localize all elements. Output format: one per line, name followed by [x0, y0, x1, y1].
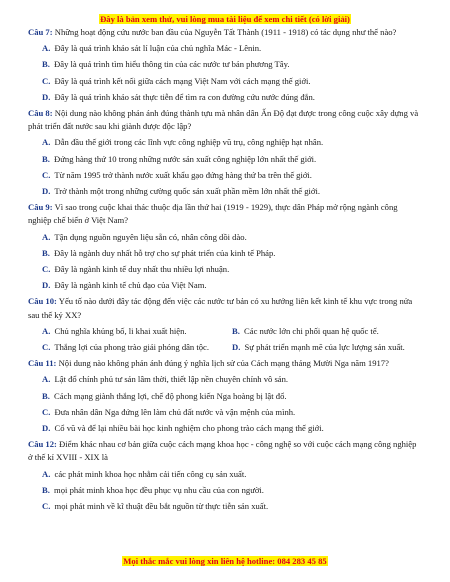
option-letter: D. [42, 423, 51, 434]
option-letter: B. [42, 390, 50, 401]
option-letter: A. [42, 137, 51, 148]
option-letter: C. [42, 406, 51, 417]
option-text: Trở thành một trong những cường quốc sản xuất phần mềm lớn nhất thế giới. [54, 186, 320, 197]
option-letter: B. [42, 247, 50, 258]
answer-option [42, 279, 422, 292]
answer-option [42, 247, 422, 260]
option-text: Đứng hàng thứ 10 trong những nước sản xuất công nghiệp lớn nhất thế giới. [54, 153, 317, 164]
question [28, 107, 422, 133]
question-text: Những hoạt động cứu nước ban đầu của Nguyễn Tất Thành (1911 - 1918) có tác dụng như thế nào? [54, 27, 397, 37]
option-text: Đây là ngành duy nhất hỗ trợ cho sự phát triển của kinh tế Pháp. [54, 247, 276, 258]
question-text: Vì sao trong cuộc khai thác thuộc địa lần thứ hai (1919 - 1929), thực dân Pháp mở rộng ngành công nghiệp chế biến ở Việt Nam? [28, 202, 398, 226]
answer-option [42, 58, 422, 71]
hotline-footer [0, 556, 450, 566]
option-letter: B. [42, 59, 50, 70]
question-text: Điểm khác nhau cơ bản giữa cuộc cách mạng khoa học - công nghệ so với cuộc cách mạng công nghiệp ở thế kỉ XVIII - XIX là [28, 439, 417, 463]
question-text: Nội dung nào không phản ánh đúng thành tựu mà nhân dân Ấn Độ đạt được trong công cuộc xây dựng và phát triển đất nước sau khi giành được độc lập? [28, 108, 419, 132]
question-text: Nội dung nào không phản ánh đúng ý nghĩa lịch sử của Cách mạng tháng Mười Nga năm 1917? [58, 358, 389, 369]
option-text: Cổ vũ và để lại nhiều bài học kinh nghiệm cho phong trào cách mạng thế giới. [54, 423, 324, 434]
option-letter: A. [42, 468, 51, 479]
answer-option [42, 325, 232, 338]
option-text: Cách mạng giành thắng lợi, chế độ phong kiến Nga hoàng bị lật đổ. [54, 390, 287, 401]
option-text: Đây là quá trình kết nối giữa cách mạng Việt Nam với cách mạng thế giới. [54, 75, 311, 86]
option-text: Tận dụng nguồn nguyên liệu sẵn có, nhân công dồi dào. [54, 231, 247, 242]
answer-option [42, 373, 422, 386]
option-text: các phát minh khoa học nhằm cải tiến công cụ sản xuất. [54, 468, 247, 479]
preview-banner-text: Đây là bản xem thử, vui lòng mua tài liệu để xem chi tiết (có lời giải) [100, 14, 350, 24]
option-text: Các nước lớn chi phối quan hệ quốc tế. [244, 325, 379, 336]
option-letter: A. [42, 43, 51, 54]
option-letter: C. [42, 264, 51, 275]
option-letter: C. [42, 169, 51, 180]
option-text: Đây là quá trình khảo sát lí luận của chủ nghĩa Mác - Lênin. [54, 43, 262, 54]
answer-option [42, 406, 422, 419]
question [28, 295, 422, 321]
option-text: Chủ nghĩa khủng bố, li khai xuất hiện. [54, 325, 187, 336]
question [28, 357, 422, 370]
option-letter: C. [42, 342, 51, 353]
answer-option [42, 390, 422, 403]
option-letter: A. [42, 231, 51, 242]
option-text: Lật đổ chính phủ tư sản lâm thời, thiết lập nền chuyên chính vô sản. [54, 374, 289, 385]
option-letter: D. [42, 91, 51, 102]
hotline-text: Mọi thắc mắc vui lòng xin liên hệ hotline: 084 283 45 85 [123, 556, 327, 566]
question [28, 201, 422, 227]
answer-option [42, 231, 422, 244]
option-letter: D. [42, 186, 51, 197]
option-letter: C. [42, 75, 51, 86]
question-number: Câu 12: [28, 439, 57, 450]
answer-option [42, 91, 422, 104]
preview-banner [28, 14, 422, 24]
answer-option [42, 468, 422, 481]
answer-row [42, 325, 422, 338]
option-letter: C. [42, 501, 51, 512]
answer-option [42, 185, 422, 198]
answer-option [42, 500, 422, 513]
question-number: Câu 8: [28, 108, 53, 119]
option-text: Từ năm 1995 trở thành nước xuất khẩu gạo đứng hàng thứ ba trên thế giới. [54, 169, 312, 180]
option-letter: B. [232, 325, 240, 336]
option-letter: B. [42, 153, 50, 164]
question [28, 438, 422, 464]
option-letter: B. [42, 484, 50, 495]
question [28, 26, 422, 39]
answer-option [42, 75, 422, 88]
answer-option [232, 341, 422, 354]
option-text: Đây là quá trình tìm hiểu thông tin của các nước tư bản phương Tây. [54, 59, 290, 70]
option-letter: A. [42, 325, 51, 336]
option-text: mọi phát minh về kĩ thuật đều bắt nguồn từ thực tiễn sản xuất. [54, 501, 269, 512]
option-text: Dẫn đầu thế giới trong các lĩnh vực công nghiệp vũ trụ, công nghiệp hạt nhân. [54, 137, 324, 148]
answer-option [42, 169, 422, 182]
answer-option [232, 325, 422, 338]
answer-option [42, 136, 422, 149]
option-text: mọi phát minh khoa học đều phục vụ nhu cầu của con người. [54, 484, 264, 495]
answer-option [42, 341, 232, 354]
option-text: Thắng lợi của phong trào giải phóng dân tộc. [54, 342, 210, 353]
option-text: Đưa nhân dân Nga đứng lên làm chủ đất nước và vận mệnh của mình. [54, 406, 296, 417]
answer-option [42, 263, 422, 276]
option-letter: D. [42, 280, 51, 291]
answer-option [42, 42, 422, 55]
option-text: Đây là ngành kinh tế duy nhất thu nhiều lợi nhuận. [54, 264, 230, 275]
option-text: Sự phát triển mạnh mẽ của lực lượng sản xuất. [244, 342, 405, 353]
option-text: Đây là ngành kinh tế chủ đạo của Việt Nam. [54, 280, 207, 291]
option-text: Đây là quá trình khảo sát thực tiễn để tìm ra con đường cứu nước đúng đắn. [54, 91, 315, 102]
option-letter: D. [232, 342, 241, 353]
question-number: Câu 11: [28, 358, 57, 369]
answer-row [42, 341, 422, 354]
question-number: Câu 10: [28, 296, 57, 307]
question-text: Yếu tố nào dưới đây tác động đến việc các nước tư bản có xu hướng liên kết kinh tế khu vực trong nửa sau thế kỷ XX? [28, 296, 413, 320]
answer-option [42, 422, 422, 435]
option-letter: A. [42, 374, 51, 385]
answer-option [42, 484, 422, 497]
answer-option [42, 153, 422, 166]
question-number: Câu 9: [28, 202, 53, 213]
question-number: Câu 7: [28, 27, 53, 37]
